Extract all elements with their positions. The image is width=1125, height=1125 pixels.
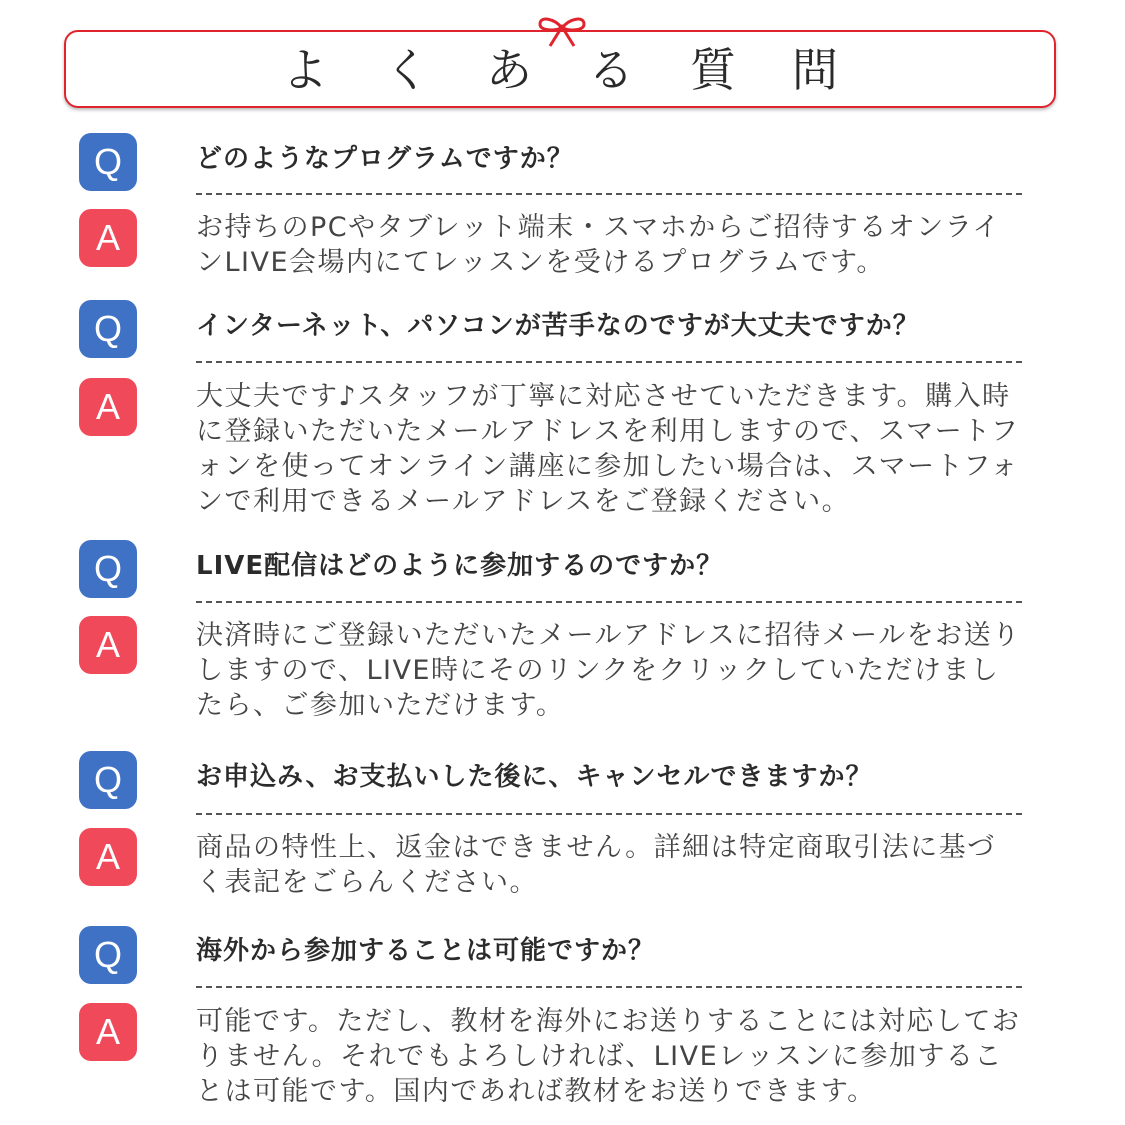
answer-text: 可能です。ただし、教材を海外にお送りすることには対応しておりません。それでもよろしければ、LIVEレッスンに参加することは可能です。国内であれば教材をお送りできます。: [196, 1006, 1021, 1107]
question-badge: Q: [79, 751, 137, 809]
dashed-divider: [196, 986, 1022, 988]
ribbon-bow-icon: [534, 14, 590, 48]
answer-badge: A: [79, 828, 137, 886]
question-text: インターネット、パソコンが苦手なのですが大丈夫ですか？: [196, 311, 920, 341]
question-badge: Q: [79, 300, 137, 358]
answer-badge: A: [79, 378, 137, 436]
answer-badge: A: [79, 1003, 137, 1061]
question-text: お申込み、お支払いした後に、キャンセルできますか？: [196, 762, 873, 792]
dashed-divider: [196, 813, 1022, 815]
answer-text: 商品の特性上、返金はできません。詳細は特定商取引法に基づく表記をごらんください。: [196, 832, 996, 898]
dashed-divider: [196, 193, 1022, 195]
question-text: どのようなプログラムですか？: [196, 144, 574, 174]
question-text: 海外から参加することは可能ですか？: [196, 936, 656, 966]
dashed-divider: [196, 601, 1022, 603]
answer-text: 大丈夫です♪スタッフが丁寧に対応させていただきます。購入時に登録いただいたメールアドレスを利用しますので、スマートフォンを使ってオンライン講座に参加したい場合は、スマートフォンで利用できるメールアドレスをご登録ください。: [196, 381, 1020, 517]
dashed-divider: [196, 361, 1022, 363]
question-badge: Q: [79, 926, 137, 984]
answer-badge: A: [79, 616, 137, 674]
answer-text: お持ちのPCやタブレット端末・スマホからご招待するオンラインLIVE会場内にてレッスンを受けるプログラムです。: [196, 212, 1001, 278]
question-text: LIVE配信はどのように参加するのですか？: [196, 551, 724, 581]
question-badge: Q: [79, 540, 137, 598]
answer-text: 決済時にご登録いただいたメールアドレスに招待メールをお送りしますので、LIVE時にそのリンクをクリックしていただけましたら、ご参加いただけます。: [196, 620, 1021, 721]
question-badge: Q: [79, 133, 137, 191]
page-title: よくある質問: [282, 43, 894, 97]
answer-badge: A: [79, 209, 137, 267]
